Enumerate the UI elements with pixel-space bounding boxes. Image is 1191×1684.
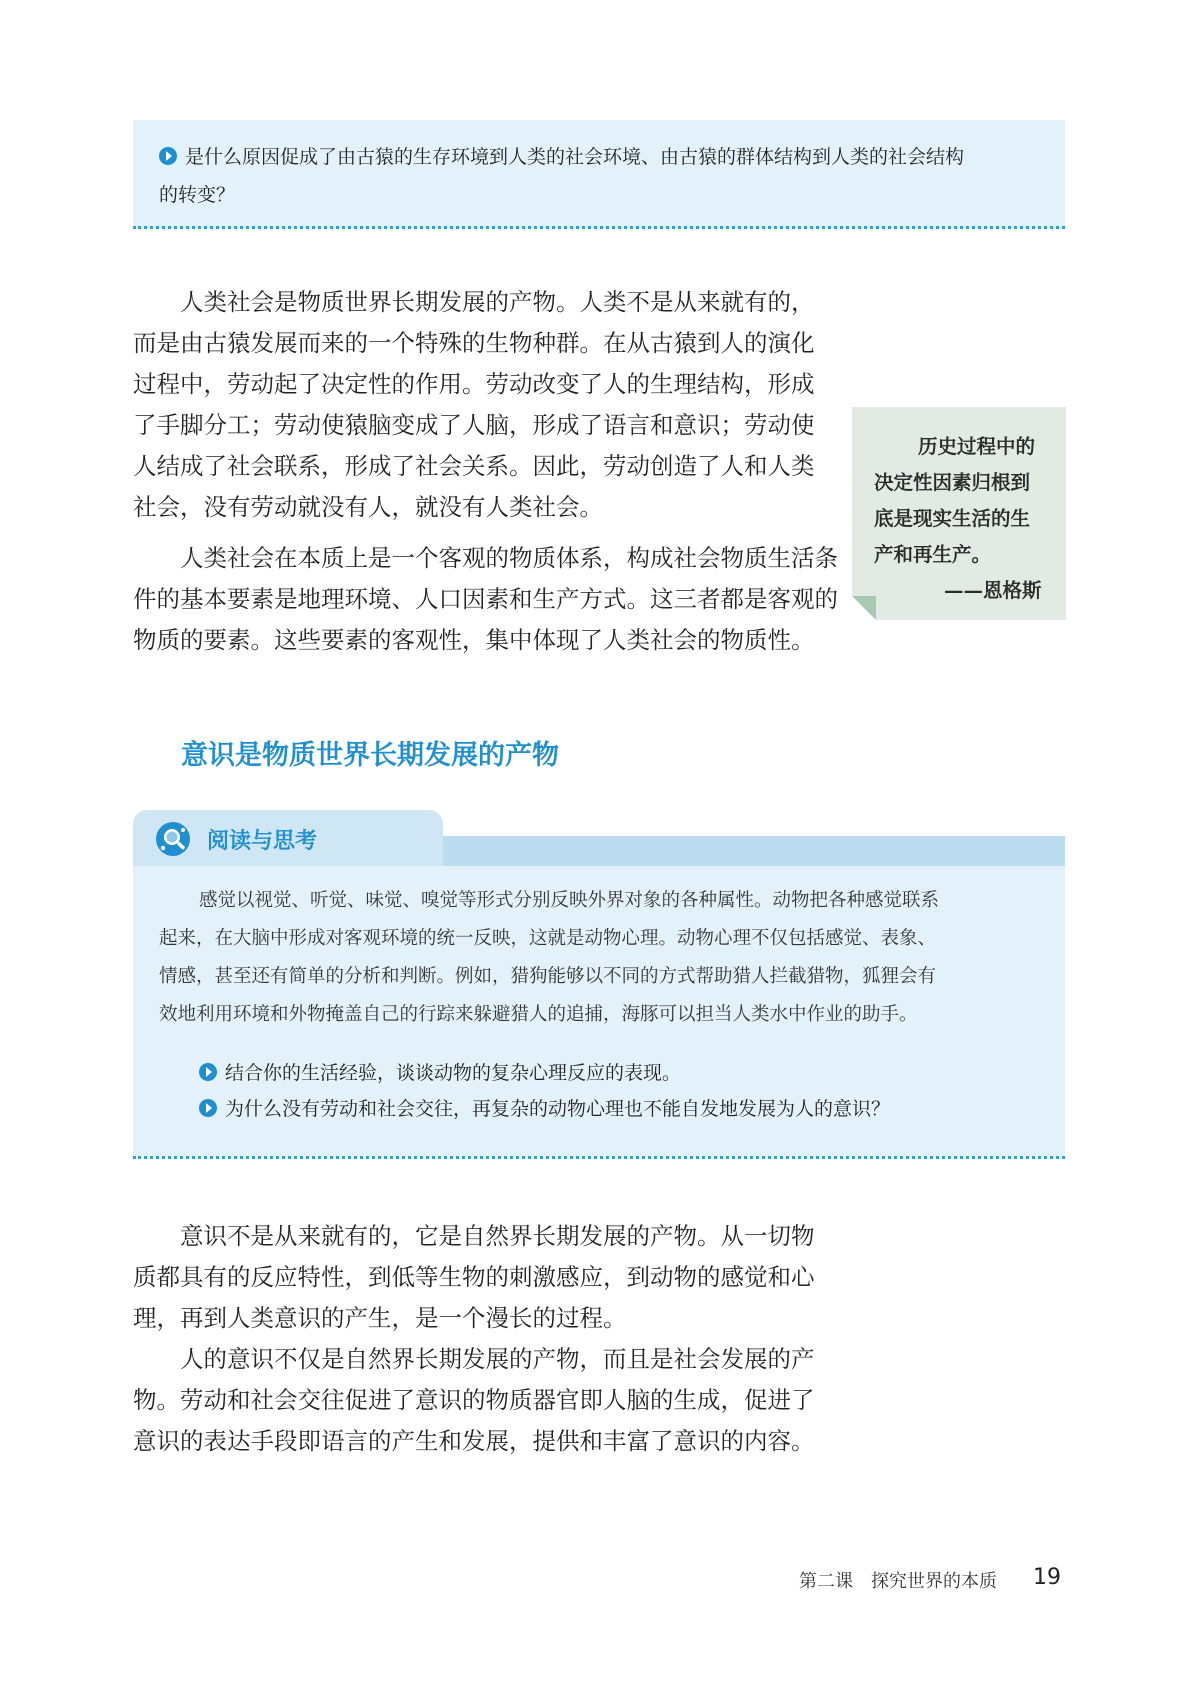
running-footer: 第二课 探究世界的本质 [799,1571,997,1592]
text-line: 人的意识不仅是自然界长期发展的产物，而且是社会发展的产 [180,1345,815,1373]
quote-line: 历史过程中的 [918,435,1036,458]
reading-question: 结合你的生活经验，谈谈动物的复杂心理反应的表现。 [199,1058,681,1085]
discussion-question-box [133,120,1065,228]
text-line: 人类社会在本质上是一个客观的物质体系，构成社会物质生活条 [180,544,838,572]
text-line: 理，再到人类意识的产生，是一个漫长的过程。 [133,1304,627,1332]
body-paragraph [133,1339,833,1462]
text-line: 社会，没有劳动就没有人，就没有人类社会。 [133,493,603,521]
dotted-divider [133,1156,1065,1159]
play-bullet-icon [159,147,177,165]
dotted-divider [133,226,1065,229]
body-paragraph [133,538,838,661]
text-line: 了手脚分工；劳动使猿脑变成了人脑，形成了语言和意识；劳动使 [133,411,815,439]
quote-line: 底是现实生活的生 [874,507,1031,530]
reading-question: 为什么没有劳动和社会交往，再复杂的动物心理也不能自发地发展为人的意识？ [199,1094,890,1121]
body-paragraph [133,1216,833,1339]
play-bullet-icon [199,1099,217,1117]
text-line: 件的基本要素是地理环境、人口因素和生产方式。这三者都是客观的 [133,585,838,613]
side-quote [852,407,1066,620]
text-line: 情感，甚至还有简单的分析和判断。例如，猎狗能够以不同的方式帮助猎人拦截猎物，狐狸会有 [159,966,937,987]
question-line: 是什么原因促成了由古猿的生存环境到人类的社会环境、由古猿的群体结构到人类的社会结构 [159,142,964,169]
text-line: 效地利用环境和外物掩盖自己的行踪来躲避猎人的追捕，海豚可以担当人类水中作业的助手。 [159,1004,918,1025]
magnifier-book-icon [155,821,191,857]
text-line: 感觉以视觉、听觉、味觉、嗅觉等形式分别反映外界对象的各种属性。动物把各种感觉联系 [199,890,940,911]
text-line: 而是由古猿发展而来的一个特殊的生物种群。在从古猿到人的演化 [133,329,815,357]
quote-author: ——恩格斯 [944,579,1042,602]
quote-line: 产和再生产。 [874,543,992,566]
text-line: 物。劳动和社会交往促进了意识的物质器官即人脑的生成，促进了 [133,1386,815,1414]
body-paragraph [133,282,833,528]
reading-thinking-box [133,810,1065,1156]
text-line: 起来，在大脑中形成对客观环境的统一反映，这就是动物心理。动物心理不仅包括感觉、表象、 [159,928,937,949]
text-line: 物质的要素。这些要素的客观性，集中体现了人类社会的物质性。 [133,626,815,654]
quote-line: 决定性因素归根到 [874,471,1031,494]
section-title: 意识是物质世界长期发展的产物 [181,740,559,771]
folded-corner-shade [852,596,876,620]
text-line: 人结成了社会联系，形成了社会关系。因此，劳动创造了人和人类 [133,452,815,480]
page-number: 19 [1033,1565,1061,1590]
reading-title: 阅读与思考 [207,829,318,854]
text-line: 意识不是从来就有的，它是自然界长期发展的产物。从一切物 [180,1222,815,1250]
play-bullet-icon [199,1063,217,1081]
question-line: 的转变？ [159,184,236,206]
text-line: 质都具有的反应特性，到低等生物的刺激感应，到动物的感觉和心 [133,1263,815,1291]
text-line: 过程中，劳动起了决定性的作用。劳动改变了人的生理结构，形成 [133,370,815,398]
text-line: 意识的表达手段即语言的产生和发展，提供和丰富了意识的内容。 [133,1427,815,1455]
text-line: 人类社会是物质世界长期发展的产物。人类不是从来就有的， [180,288,815,316]
